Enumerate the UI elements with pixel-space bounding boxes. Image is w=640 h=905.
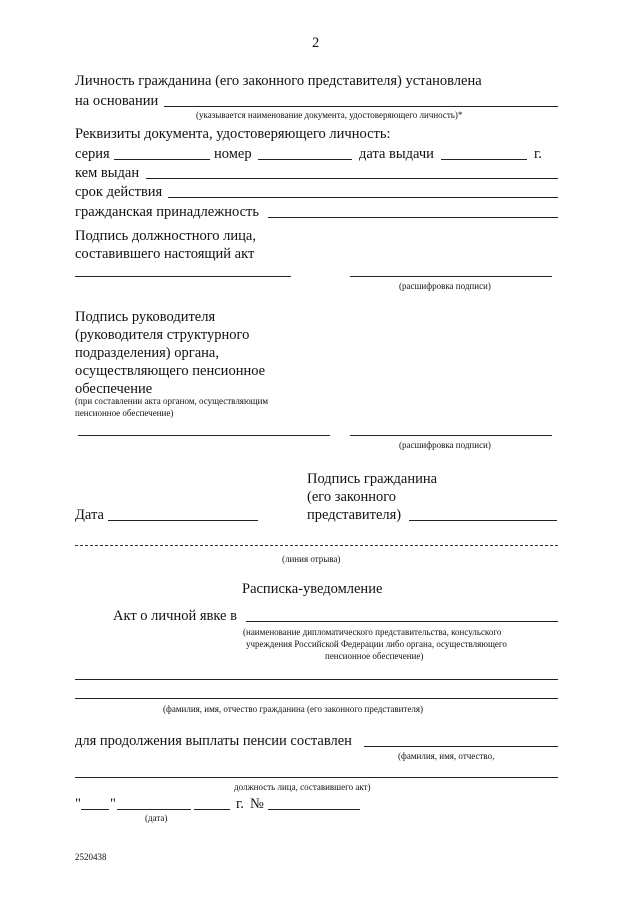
act-note-2: учреждения Российской Федерации либо органа, осуществляющего — [246, 639, 507, 649]
validity-field[interactable] — [168, 197, 558, 198]
issue-year-suffix: г. — [534, 146, 542, 162]
page-number: 2 — [312, 35, 320, 51]
citizen-signature-line-1: Подпись гражданина — [307, 471, 438, 487]
official-signature-decode-note: (расшифровка подписи) — [399, 281, 491, 291]
head-signature-line-1: Подпись руководителя — [75, 309, 216, 325]
continue-field[interactable] — [364, 746, 558, 747]
validity-label: срок действия — [75, 184, 163, 200]
series-field[interactable] — [114, 159, 210, 160]
quote-close: " — [110, 796, 116, 812]
date-note: (дата) — [145, 813, 168, 823]
act-note-1: (наименование дипломатического представительства, консульского — [243, 627, 502, 637]
position-field[interactable] — [75, 777, 558, 778]
issue-date-label: дата выдачи — [359, 146, 434, 162]
identity-line-1: Личность гражданина (его законного представителя) установлена — [75, 73, 482, 89]
receipt-title: Расписка-уведомление — [242, 581, 383, 597]
head-signature-decode-note: (расшифровка подписи) — [399, 440, 491, 450]
fio-field-2[interactable] — [75, 698, 558, 699]
position-note: должность лица, составившего акт) — [234, 782, 371, 792]
date-label: Дата — [75, 507, 104, 523]
official-signature-field[interactable] — [75, 276, 291, 277]
tear-line — [75, 545, 558, 546]
month-field[interactable] — [117, 809, 191, 810]
receipt-year-suffix: г. — [236, 796, 244, 812]
head-signature-line-4: осуществляющего пенсионное — [75, 363, 266, 379]
continue-label: для продолжения выплаты пенсии составлен — [75, 733, 352, 749]
citizen-signature-line-3: представителя) — [307, 507, 402, 523]
issue-date-field[interactable] — [441, 159, 527, 160]
head-signature-note-2: пенсионное обеспечение) — [75, 408, 174, 418]
receipt-number-field[interactable] — [268, 809, 360, 810]
citizen-signature-line-2: (его законного — [307, 489, 397, 505]
head-signature-line-5: обеспечение — [75, 381, 153, 397]
act-note-3: пенсионное обеспечение) — [325, 651, 424, 661]
number-sign: № — [250, 796, 264, 812]
official-signature-line-2: составившего настоящий акт — [75, 246, 255, 262]
official-signature-line-1: Подпись должностного лица, — [75, 228, 256, 244]
act-organ-field[interactable] — [246, 621, 558, 622]
fio-field-1[interactable] — [75, 679, 558, 680]
tear-line-note: (линия отрыва) — [282, 554, 341, 564]
quote-open: " — [75, 796, 81, 812]
citizenship-label: гражданская принадлежность — [75, 204, 260, 220]
head-signature-field[interactable] — [78, 435, 330, 436]
number-field[interactable] — [258, 159, 352, 160]
citizenship-field[interactable] — [268, 217, 558, 218]
citizen-signature-field[interactable] — [409, 520, 557, 521]
identity-basis-label: на основании — [75, 93, 159, 109]
act-label: Акт о личной явке в — [113, 608, 237, 624]
head-signature-line-3: подразделения) органа, — [75, 345, 219, 361]
official-signature-decode-field[interactable] — [350, 276, 552, 277]
fio-note-2: (фамилия, имя, отчество, — [398, 751, 495, 761]
day-field[interactable] — [81, 809, 109, 810]
identity-basis-note: (указывается наименование документа, удостоверяющего личность)* — [196, 110, 463, 120]
issued-by-label: кем выдан — [75, 165, 140, 181]
fio-note: (фамилия, имя, отчество гражданина (его законного представителя) — [163, 704, 423, 714]
identity-basis-field[interactable] — [164, 106, 558, 107]
number-label: номер — [214, 146, 252, 162]
series-label: серия — [75, 146, 110, 162]
issued-by-field[interactable] — [146, 178, 558, 179]
year-field[interactable] — [194, 809, 230, 810]
head-signature-decode-field[interactable] — [350, 435, 552, 436]
date-field[interactable] — [108, 520, 258, 521]
head-signature-line-2: (руководителя структурного — [75, 327, 250, 343]
requisites-title: Реквизиты документа, удостоверяющего личность: — [75, 126, 391, 142]
head-signature-note-1: (при составлении акта органом, осуществляющим — [75, 396, 269, 406]
footer-code: 2520438 — [75, 852, 107, 862]
